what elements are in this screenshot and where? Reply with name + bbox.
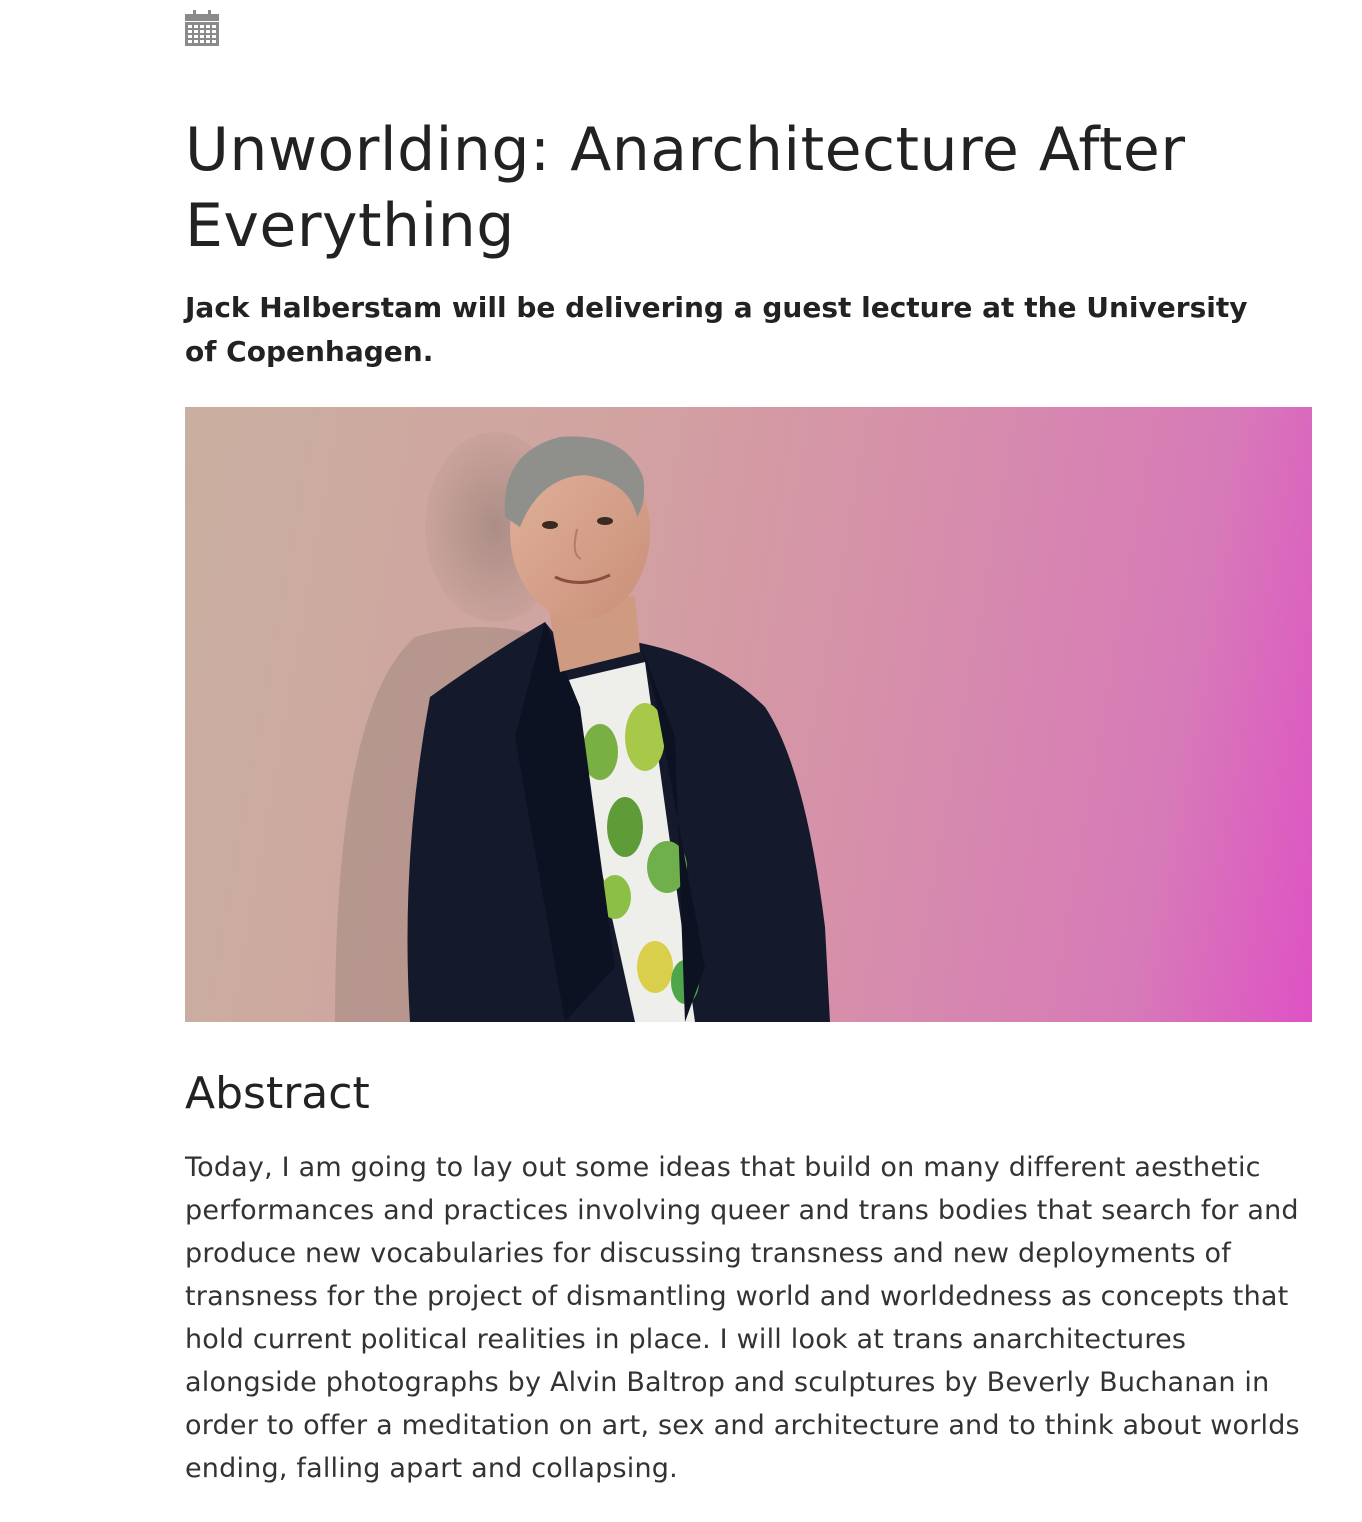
calendar-icon (185, 10, 219, 46)
portrait-photo (185, 407, 1312, 1022)
abstract-body: Today, I am going to lay out some ideas that build on many different aesthetic performances and practices involving queer and trans bodies that search for and produce new vocabularies for discussing transness and new deployments of transness for the project of dismantling world and worldedness as concepts that hold current political realities in place. I will look at trans anarchitectures alongside photographs by Alvin Baltrop and sculptures by Beverly Buchanan in order to offer a meditation on art, sex and architecture and to think about worlds ending, falling apart and collapsing. (185, 1152, 1300, 1484)
hero-image (185, 407, 1312, 1022)
abstract-heading: Abstract (185, 1068, 370, 1119)
page-title: Unworlding: Anarchitecture After Everything (185, 115, 1186, 261)
event-subtitle: Jack Halberstam will be delivering a guest lecture at the University of Copenhagen. (185, 291, 1248, 368)
